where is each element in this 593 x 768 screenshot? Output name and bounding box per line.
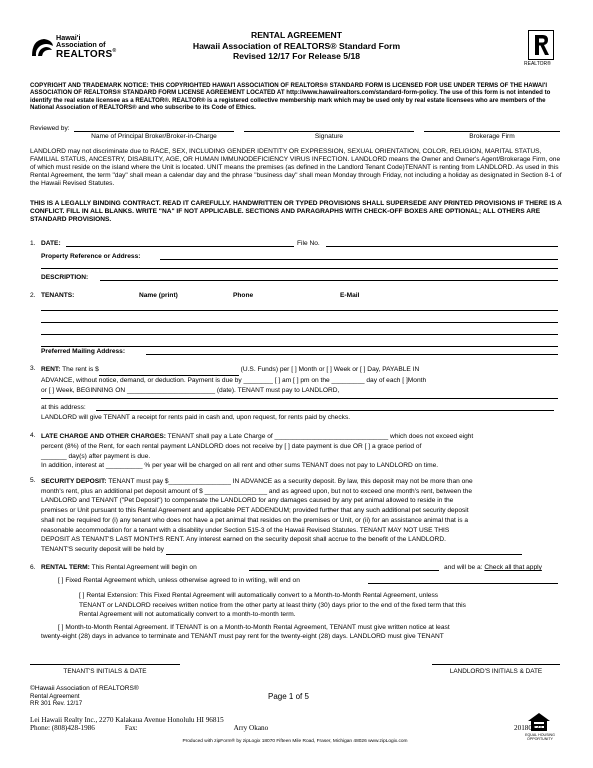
page-number: Page 1 of 5 (268, 692, 309, 701)
rent-amount-label: The rent is $ (62, 366, 99, 373)
section-1-number: 1. (30, 240, 36, 247)
broker-name-line[interactable] (74, 131, 234, 132)
rental-term-type-label: and will be a: (444, 564, 483, 571)
rent-period-options[interactable]: (U.S. Funds) per [ ] Month or [ ] Week or [ ] Day, PAYABLE IN (240, 366, 420, 373)
month-to-month-option[interactable]: [ ] Month-to-Month Rental Agreement. If TENANT is on a Month-to-Month Rental Agreement, TENANT must give written notice at least (58, 624, 450, 631)
section-6-number: 6. (30, 564, 36, 571)
zipform-credit: Produced with zipForm® by zipLogix 18070 Fifteen Mile Road, Fraser, Michigan 48026 www.zipLogix.com (182, 739, 408, 744)
security-deposit-label: SECURITY DEPOSIT: (41, 478, 107, 485)
tenant-row-1[interactable] (41, 310, 558, 311)
description-label: DESCRIPTION: (41, 274, 89, 281)
rent-payee-line[interactable] (41, 398, 558, 399)
logo-line2: Association of (56, 40, 106, 49)
logo-line3: REALTORS (56, 49, 113, 60)
rent-label: RENT: (41, 366, 61, 373)
property-address-field[interactable] (160, 259, 558, 260)
pet-deposit-line[interactable]: month's rent, plus an additional pet deposit amount of $ _________________ and as agreed upon, but not to exceed one month's rent, between the (41, 487, 473, 495)
landlord-initials-line[interactable] (432, 664, 560, 665)
landlord-initials-caption: LANDLORD'S INITIALS & DATE (449, 668, 543, 675)
fixed-end-date-field[interactable] (368, 583, 558, 584)
file-no-label: File No. (297, 240, 320, 247)
copyright-notice: COPYRIGHT AND TRADEMARK NOTICE: THIS COPYRIGHTED HAWAI'I ASSOCIATION OF REALTORS® STANDARD FORM IS LICENSED FOR USE UNDER TERMS OF THE HAWAI'I ASSOCIATION OF REALTORS® STANDARD FORM LICENSE AGREEMENT LOCATED AT http://www.hawaiirealtors.com/standard-form-policy. The use of this form is not intended to identify the real estate licensee as a REALTOR®. REALTOR® is a registered collective membership mark which may be used only by real estate licensees who are members of the National Association of REALTORS® and who subscribe to its Code of Ethics. (30, 82, 551, 112)
rental-extension-line-2: TENANT or LANDLORD receives written notice from the other party at least thirty (30) days prior to the end of the fixed term that this (79, 601, 466, 609)
late-charge-text[interactable]: TENANT shall pay a Late Charge of _______________________________ which does not exceed eight (167, 433, 474, 440)
logo-line1: Hawai'i (56, 33, 81, 42)
description-field[interactable] (100, 280, 558, 281)
section-2-number: 2. (30, 292, 36, 299)
form-revised: Revised 12/17 For Release 5/18 (232, 51, 361, 61)
date-label: DATE: (41, 240, 61, 247)
fixed-rental-option[interactable]: [ ] Fixed Rental Agreement which, unless otherwise agreed to in writing, will end on (58, 577, 300, 584)
tenant-email-header: E-Mail (340, 292, 360, 299)
signature-caption: Signature (314, 133, 344, 140)
footer-form-name: Rental Agreement (30, 692, 80, 700)
realtor-block-r-icon (528, 30, 554, 60)
late-charge-due-line[interactable]: percent (8%) of the Rent, for each rental payment LANDLORD does not receive by [ ] date payment is due OR [ ] a grace period of (41, 442, 422, 450)
tenant-row-4[interactable] (41, 346, 558, 347)
signature-line[interactable] (244, 131, 414, 132)
check-all-note: Check all that apply (484, 564, 542, 571)
deposit-line-7: DEPOSIT AS TENANT'S LAST MONTH'S RENT. Any interest earned on the security deposit shall accrue to the benefit of the LANDLORD. (41, 536, 446, 544)
section-5-number: 5. (30, 477, 36, 484)
deposit-line-4: premises or Unit pursuant to this Rental Agreement and applicable PET ADDENDUM; provided further that any such additional pet security deposit (41, 507, 469, 515)
hawaii-realtors-logo (30, 34, 120, 64)
reviewed-by-label: Reviewed by: (30, 125, 70, 132)
payment-address-field[interactable] (96, 410, 554, 411)
logo-reg: ® (112, 48, 117, 54)
deposit-held-by-field[interactable] (166, 547, 522, 555)
late-charge-label: LATE CHARGE AND OTHER CHARGES: (41, 433, 166, 440)
footer-form-rev: RR 301 Rev. 12/17 (30, 700, 83, 708)
deposit-line-5: shall not be required for (i) any tenant who does not have a pet animal that resides on the premises or Unit, or (ii) for an assistance animal that is a (41, 516, 468, 524)
interest-line[interactable]: In addition, interest at __________ % per year will be charged on all rent and other sums TENANT does not pay to LANDLORD on time. (41, 462, 439, 470)
deposit-line-3: LANDLORD and TENANT ("Pet Deposit") to compensate the LANDLORD for any damages caused by any pet animal allowed to reside in the (41, 497, 454, 505)
grace-period-line[interactable]: _______ day(s) after payment is due. (41, 452, 151, 460)
security-deposit-text[interactable]: TENANT must pay $_________________ IN ADVANCE as a security deposit. By law, this deposit may not be more than one (108, 478, 473, 485)
month-to-month-line-2: twenty-eight (28) days in advance to terminate and TENANT must pay rent for the twenty-eight (28) days. LANDLORD must give TENANT (41, 633, 444, 640)
section-3-number: 3. (30, 365, 36, 372)
form-title: RENTAL AGREEMENT (250, 30, 343, 40)
realtor-mark-label: REALTOR® (524, 61, 551, 67)
tenant-phone-header: Phone (233, 292, 254, 299)
brokerage-firm-caption: Brokerage Firm (469, 133, 515, 140)
tenant-initials-caption: TENANT'S INITIALS & DATE (63, 668, 147, 675)
binding-contract-notice: THIS IS A LEGALLY BINDING CONTRACT. READ IT CAREFULLY. HANDWRITTEN OR TYPED PROVISIONS SHALL SUPERSEDE ANY PRINTED PROVISIONS IF THERE IS A CONFLICT. FILL IN ALL BLANKS. WRITE "NA" IF NOT APPLICABLE. SECTIONS AND PARAGRAPHS WITH CHECK-OFF BOXES ARE OPTIONAL; ALL OTHERS ARE STANDARD PROVISIONS. (30, 200, 562, 224)
mailing-address-label: Preferred Mailing Address: (41, 348, 126, 355)
date-field[interactable] (66, 246, 294, 247)
rent-amount-field[interactable] (99, 368, 239, 376)
rent-begin-line[interactable]: or [ ] Week, BEGINNING ON ________________________ (date). TENANT must pay to LANDLORD, (41, 387, 340, 394)
broker-fax-label: Fax: (124, 724, 138, 733)
tenant-initials-line[interactable] (30, 664, 180, 665)
tenants-label: TENANTS: (41, 292, 75, 299)
rental-term-begin-label: This Rental Agreement will begin on (91, 564, 197, 571)
deposit-line-6: reasonable accommodation for a tenant with a disability under Section 515-3 of the Hawaii Revised Statutes. TENANT MAY NOT USE THIS (41, 526, 450, 534)
brokerage-firm-line[interactable] (424, 131, 560, 132)
rent-due-line[interactable]: ADVANCE, without notice, demand, or deduction. Payment is due by ________ [ ] am [ ] pm on the _________ day of each [ ]Month (41, 376, 427, 384)
section-4-number: 4. (30, 432, 36, 439)
rental-term-label: RENTAL TERM: (41, 564, 90, 571)
broker-phone: Phone: (808)428-1986 (30, 724, 95, 733)
tenant-name-header: Name (print) (139, 292, 178, 299)
rental-extension-line-3: Rental Agreement will not automatically convert to a month-to-month term. (79, 611, 296, 619)
property-address-line-2[interactable] (41, 268, 558, 269)
mailing-address-field[interactable] (146, 354, 558, 355)
broker-name-caption: Name of Principal Broker/Broker-in-Charge (91, 133, 217, 140)
rental-extension-option[interactable]: [ ] Rental Extension: This Fixed Rental Agreement will automatically convert to a Month-to-Month Rental Agreement, unless (79, 592, 439, 599)
rental-term-begin-field[interactable] (249, 570, 439, 571)
nondiscrimination-paragraph: LANDLORD may not discriminate due to RACE, SEX, INCLUDING GENDER IDENTITY OR EXPRESSION, SEXUAL ORIENTATION, COLOR, RELIGION, MARITAL STATUS, FAMILIAL STATUS, ANCESTRY, DISABILITY, AGE, OR HUMAN IMMUNODEFICIENCY VIRUS INFECTION. LANDLORD means the Owner and Owner's Agent/Brokerage Firm, one of which must reside on the island where the Unit is located. UNIT means the premises (as defined in the Landlord Tenant Code)TENANT is renting from LANDLORD. As used in this Rental Agreement, the term "day" shall mean a calendar day and the phrase "business day" shall mean Monday through Friday, not including a holiday as designated in Section 8-1 of the Hawaii Revised Statutes. (30, 148, 562, 188)
broker-address: Lei Hawaii Realty Inc., 2270 Kalakaua Avenue Honolulu HI 96815 (30, 716, 224, 724)
tenant-row-2[interactable] (41, 322, 558, 323)
file-no-field[interactable] (326, 246, 558, 247)
payment-address-label: at this address: (41, 404, 86, 411)
receipt-text: LANDLORD will give TENANT a receipt for rents paid in cash and, upon request, for rents paid by checks. (41, 414, 351, 421)
agent-name: Arry Okano (233, 724, 269, 733)
property-address-label: Property Reference or Address: (41, 253, 141, 260)
equal-housing-caption: EQUAL HOUSING OPPORTUNITY (525, 733, 555, 741)
deposit-held-by-label: TENANT'S security deposit will be held by (41, 545, 164, 553)
tenant-row-3[interactable] (41, 334, 558, 335)
form-code: 20180821 (514, 724, 543, 732)
form-subtitle: Hawaii Association of REALTORS® Standard Form (192, 40, 401, 51)
dome-icon (30, 36, 54, 58)
footer-copyright: ©Hawaii Association of REALTORS® (30, 685, 139, 692)
